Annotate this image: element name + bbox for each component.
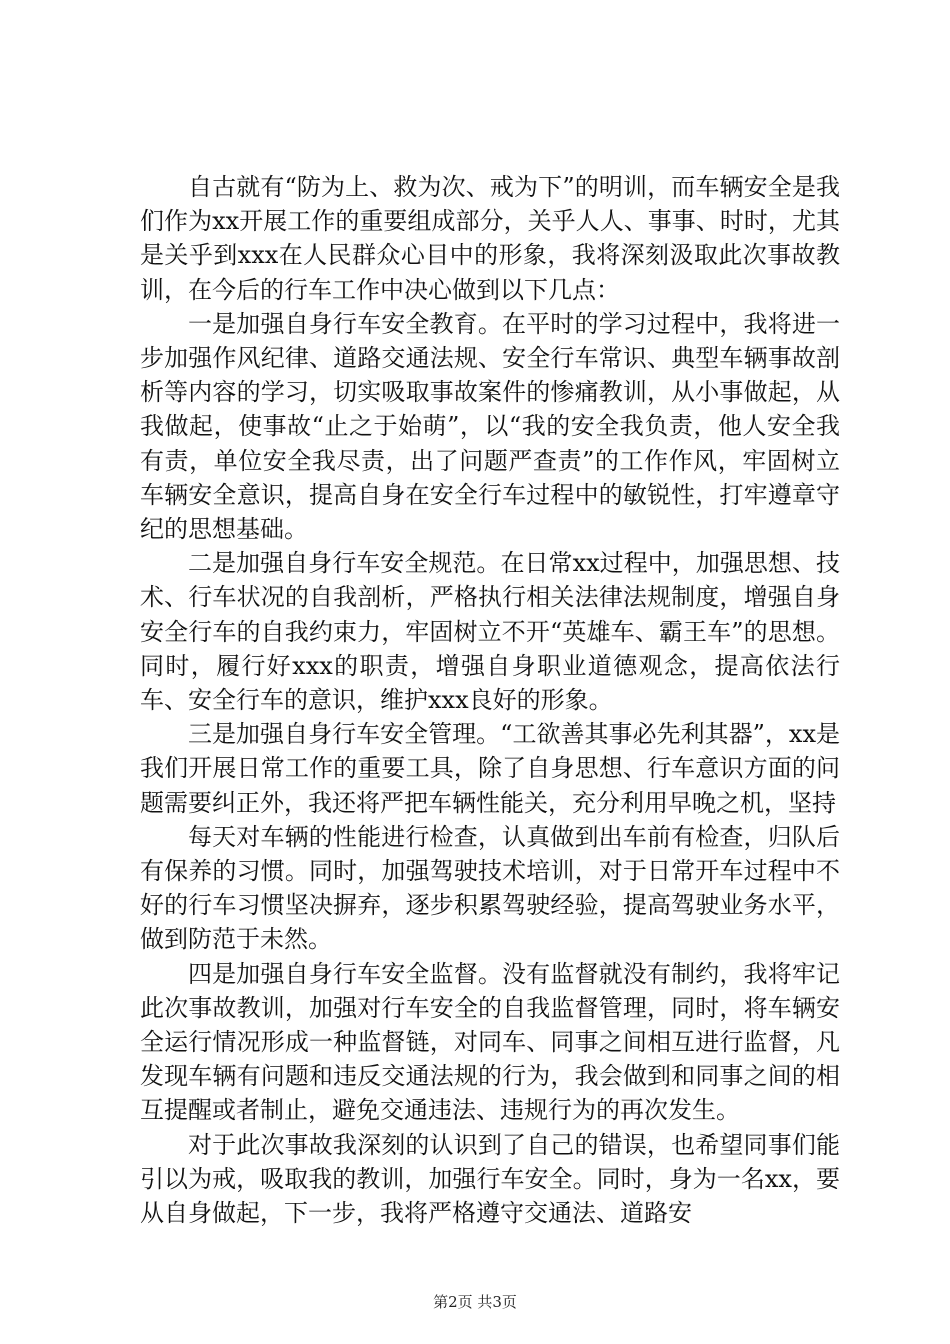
document-body [140, 170, 840, 1230]
page-number-label: 第2页 共3页 [433, 1293, 517, 1311]
paragraph-point-one: 一是加强自身行车安全教育。在平时的学习过程中，我将进一步加强作风纪律、道路交通法规、安全行车常识、典型车辆事故剖析等内容的学习，切实吸取事故案件的惨痛教训，从小事做起，从我做起，使事故“止之于始萌”，以“我的安全我负责，他人安全我有责，单位安全我尽责，出了问题严查责”的工作作风，牢固树立车辆安全意识，提高自身在安全行车过程中的敏锐性，打牢遵章守纪的思想基础。 [140, 309, 840, 544]
paragraph-point-two: 二是加强自身行车安全规范。在日常xx过程中，加强思想、技术、行车状况的自我剖析，严格执行相关法律法规制度，增强自身安全行车的自我约束力，牢固树立不开“英雄车、霸王车”的思想。同时，履行好xxx的职责，增强自身职业道德观念，提高依法行车、安全行车的意识，维护xxx良好的形象。 [140, 549, 840, 715]
paragraph-conclusion: 对于此次事故我深刻的认识到了自己的错误，也希望同事们能引以为戒，吸取我的教训，加强行车安全。同时，身为一名xx，要从自身做起，下一步，我将严格遵守交通法、道路安 [140, 1130, 840, 1228]
paragraph-point-four: 四是加强自身行车安全监督。没有监督就没有制约，我将牢记此次事故教训，加强对行车安全的自我监督管理，同时，将车辆安全运行情况形成一种监督链，对同车、同事之间相互进行监督，凡发现车辆有问题和违反交通法规的行为，我会做到和同事之间的相互提醒或者制止，避免交通违法、违规行为的再次发生。 [140, 959, 840, 1125]
page-footer [0, 1293, 950, 1311]
paragraph-intro: 自古就有“防为上、救为次、戒为下”的明训，而车辆安全是我们作为xx开展工作的重要组成部分，关乎人人、事事、时时，尤其是关乎到xxx在人民群众心目中的形象，我将深刻汲取此次事故教训，在今后的行车工作中决心做到以下几点： [140, 173, 840, 304]
paragraph-point-three-continued: 每天对车辆的性能进行检查，认真做到出车前有检查，归队后有保养的习惯。同时，加强驾驶技术培训，对于日常开车过程中不好的行车习惯坚决摒弃，逐步积累驾驶经验，提高驾驶业务水平，做到防范于未然。 [140, 822, 840, 954]
paragraph-point-three: 三是加强自身行车安全管理。“工欲善其事必先利其器”，xx是我们开展日常工作的重要工具，除了自身思想、行车意识方面的问题需要纠正外，我还将严把车辆性能关，充分利用早晚之机，坚持 [140, 720, 840, 817]
